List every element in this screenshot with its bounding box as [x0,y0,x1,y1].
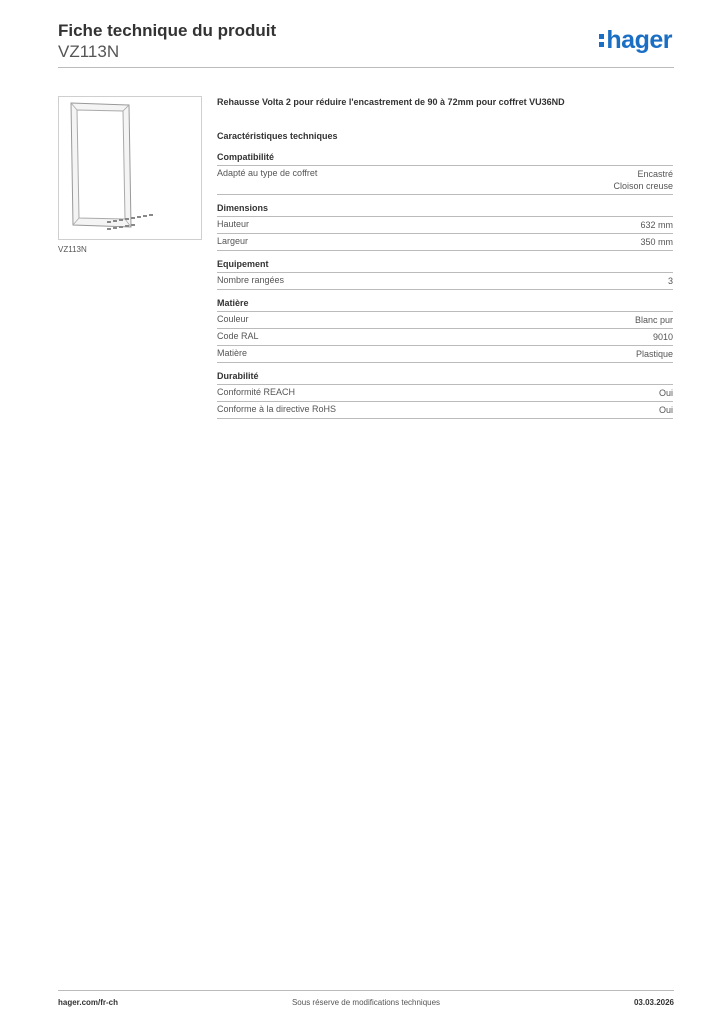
product-details [217,96,673,427]
image-caption: VZ113N [58,245,87,254]
spec-value-line: 9010 [652,332,673,342]
spec-label: Largeur [217,236,249,246]
spec-label: Nombre rangées [217,275,285,285]
footer-website-link[interactable]: hager.com/fr-ch [58,998,119,1007]
spec-row [217,312,673,329]
spec-row [217,217,673,234]
specs-section-title: Caractéristiques techniques [217,131,338,141]
logo-dots-icon [599,34,604,47]
spec-value [659,404,673,416]
spec-label: Code RAL [217,331,259,341]
spec-value [659,387,673,399]
spec-group [217,259,673,290]
spec-label: Adapté au type de coffret [217,168,318,178]
footer-disclaimer: Sous réserve de modifications techniques [291,998,441,1007]
footer-date: 03.03.2026 [633,998,674,1007]
spec-row [217,346,673,363]
spec-label: Couleur [217,314,249,324]
spec-value-line: Encastré [637,169,673,179]
spec-value [635,314,673,326]
footer-divider [58,990,674,991]
spec-group-title: Equipement [217,259,673,273]
spec-label: Matière [217,348,248,358]
spec-group-title: Durabilité [217,371,673,385]
spec-value-line: 3 [667,276,673,286]
spec-group-title: Matière [217,298,673,312]
spec-group [217,152,673,195]
spec-value [653,331,673,343]
spec-row [217,166,673,195]
spec-group [217,298,673,363]
spec-group-title: Dimensions [217,203,673,217]
spec-value [640,219,673,231]
spec-value [668,275,673,287]
product-image [58,96,202,240]
spec-label: Conforme à la directive RoHS [217,404,337,414]
hager-logo [599,26,672,55]
page-header [58,20,674,62]
spec-row [217,234,673,251]
spec-value [640,236,673,248]
logo-text: hager [606,26,672,54]
spec-row [217,385,673,402]
page-title: Fiche technique du produit [58,21,277,40]
spec-value-line: Oui [658,405,673,415]
spec-value-line: Oui [658,388,673,398]
spec-row [217,329,673,346]
spec-row [217,402,673,419]
spec-value-line: Blanc pur [634,315,673,325]
spec-row [217,273,673,290]
product-description: Rehausse Volta 2 pour réduire l'encastrement de 90 à 72mm pour coffret VU36ND [217,97,565,107]
spec-value [636,348,673,360]
spec-label: Conformité REACH [217,387,296,397]
spec-groups [217,152,673,419]
spec-value-line: 632 mm [640,220,673,230]
spec-value-line: Cloison creuse [613,181,673,191]
spec-value-line: Plastique [635,349,673,359]
product-reference: VZ113N [58,42,120,61]
spec-value [613,168,673,192]
spec-value-line: 350 mm [640,237,673,247]
spec-label: Hauteur [217,219,250,229]
spec-group [217,371,673,419]
header-divider [58,67,674,68]
spec-group [217,203,673,251]
spec-group-title: Compatibilité [217,152,673,166]
frame-illustration-icon [59,97,201,239]
